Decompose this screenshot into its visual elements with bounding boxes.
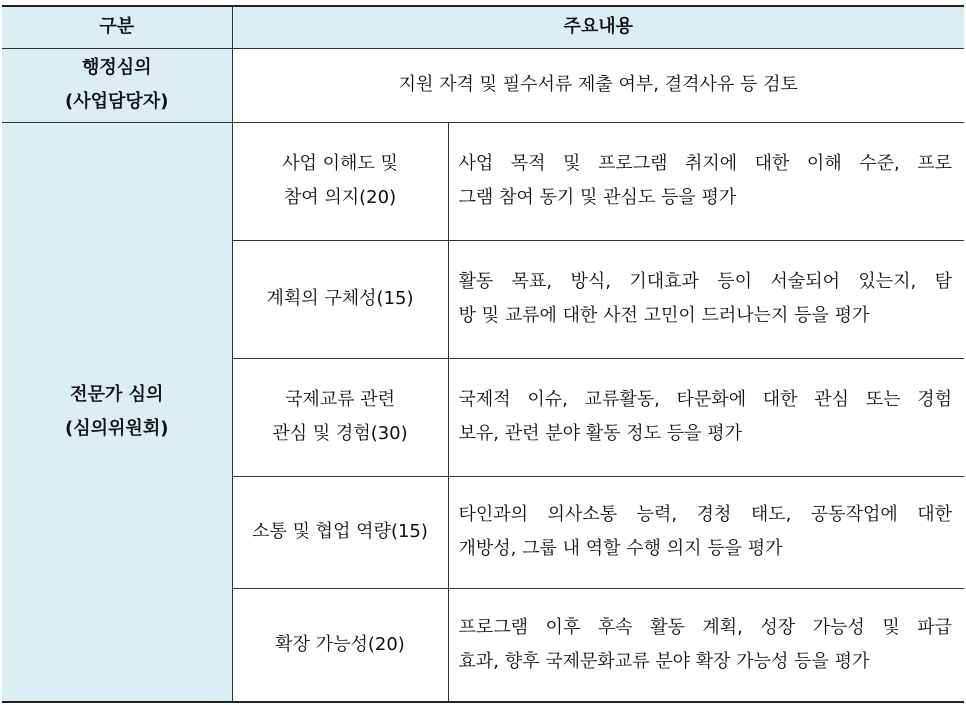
- header-content: 주요내용: [232, 6, 964, 48]
- expert-category-line1: 전문가 심의: [70, 383, 164, 405]
- admin-category-line1: 행정심의: [81, 57, 152, 78]
- description-line2: 효과, 향후 국제문화교류 분야 확장 가능성 등을 평가: [458, 650, 870, 672]
- description-line1: 프로그램 이후 후속 활동 계획, 성장 가능성 및 파급: [458, 616, 952, 638]
- criterion-line2: 관심 및 경험(30): [272, 423, 408, 444]
- criterion-description: [448, 122, 964, 240]
- admin-review-category: [2, 48, 232, 122]
- review-criteria-table: [2, 5, 964, 703]
- criterion-cell: [232, 476, 448, 588]
- expert-row-1: [2, 122, 964, 240]
- admin-review-row: [2, 48, 964, 122]
- expert-review-category: [2, 122, 232, 702]
- criterion-description: [448, 240, 964, 358]
- criterion-line2: 참여 의지(20): [283, 187, 397, 208]
- criterion-line1: 소통 및 협업 역량(15): [252, 521, 428, 542]
- criterion-cell: [232, 240, 448, 358]
- description-line2: 방 및 교류에 대한 사전 고민이 드러나는지 등을 평가: [458, 305, 870, 326]
- expert-category-line2: (심의위원회): [65, 417, 169, 439]
- description-line2: 개방성, 그룹 내 역할 수행 의지 등을 평가: [458, 538, 783, 559]
- criterion-line1: 사업 이해도 및: [282, 153, 398, 174]
- description-line1: 타인과의 의사소통 능력, 경청 태도, 공동작업에 대한: [458, 504, 952, 525]
- header-category: 구분: [2, 6, 232, 48]
- criterion-description: [448, 358, 964, 476]
- criterion-description: [448, 476, 964, 588]
- criterion-description: [448, 588, 964, 702]
- description-line1: 활동 목표, 방식, 기대효과 등이 서술되어 있는지, 탐: [458, 271, 952, 292]
- criterion-line1: 확장 가능성(20): [275, 633, 405, 655]
- criterion-cell: [232, 588, 448, 702]
- criterion-cell: [232, 122, 448, 240]
- criterion-line1: 계획의 구체성(15): [266, 288, 414, 309]
- admin-category-line2: (사업담당자): [65, 91, 169, 112]
- criterion-line1: 국제교류 관련: [284, 389, 396, 410]
- description-line1: 사업 목적 및 프로그램 취지에 대한 이해 수준, 프로: [458, 153, 952, 174]
- description-line2: 보유, 관련 분야 활동 정도 등을 평가: [458, 423, 742, 444]
- criterion-cell: [232, 358, 448, 476]
- admin-review-content: 지원 자격 및 필수서류 제출 여부, 결격사유 등 검토: [232, 48, 964, 122]
- description-line1: 국제적 이슈, 교류활동, 타문화에 대한 관심 또는 경험: [458, 389, 952, 410]
- description-line2: 그램 참여 동기 및 관심도 등을 평가: [458, 187, 737, 208]
- header-row: [2, 6, 964, 48]
